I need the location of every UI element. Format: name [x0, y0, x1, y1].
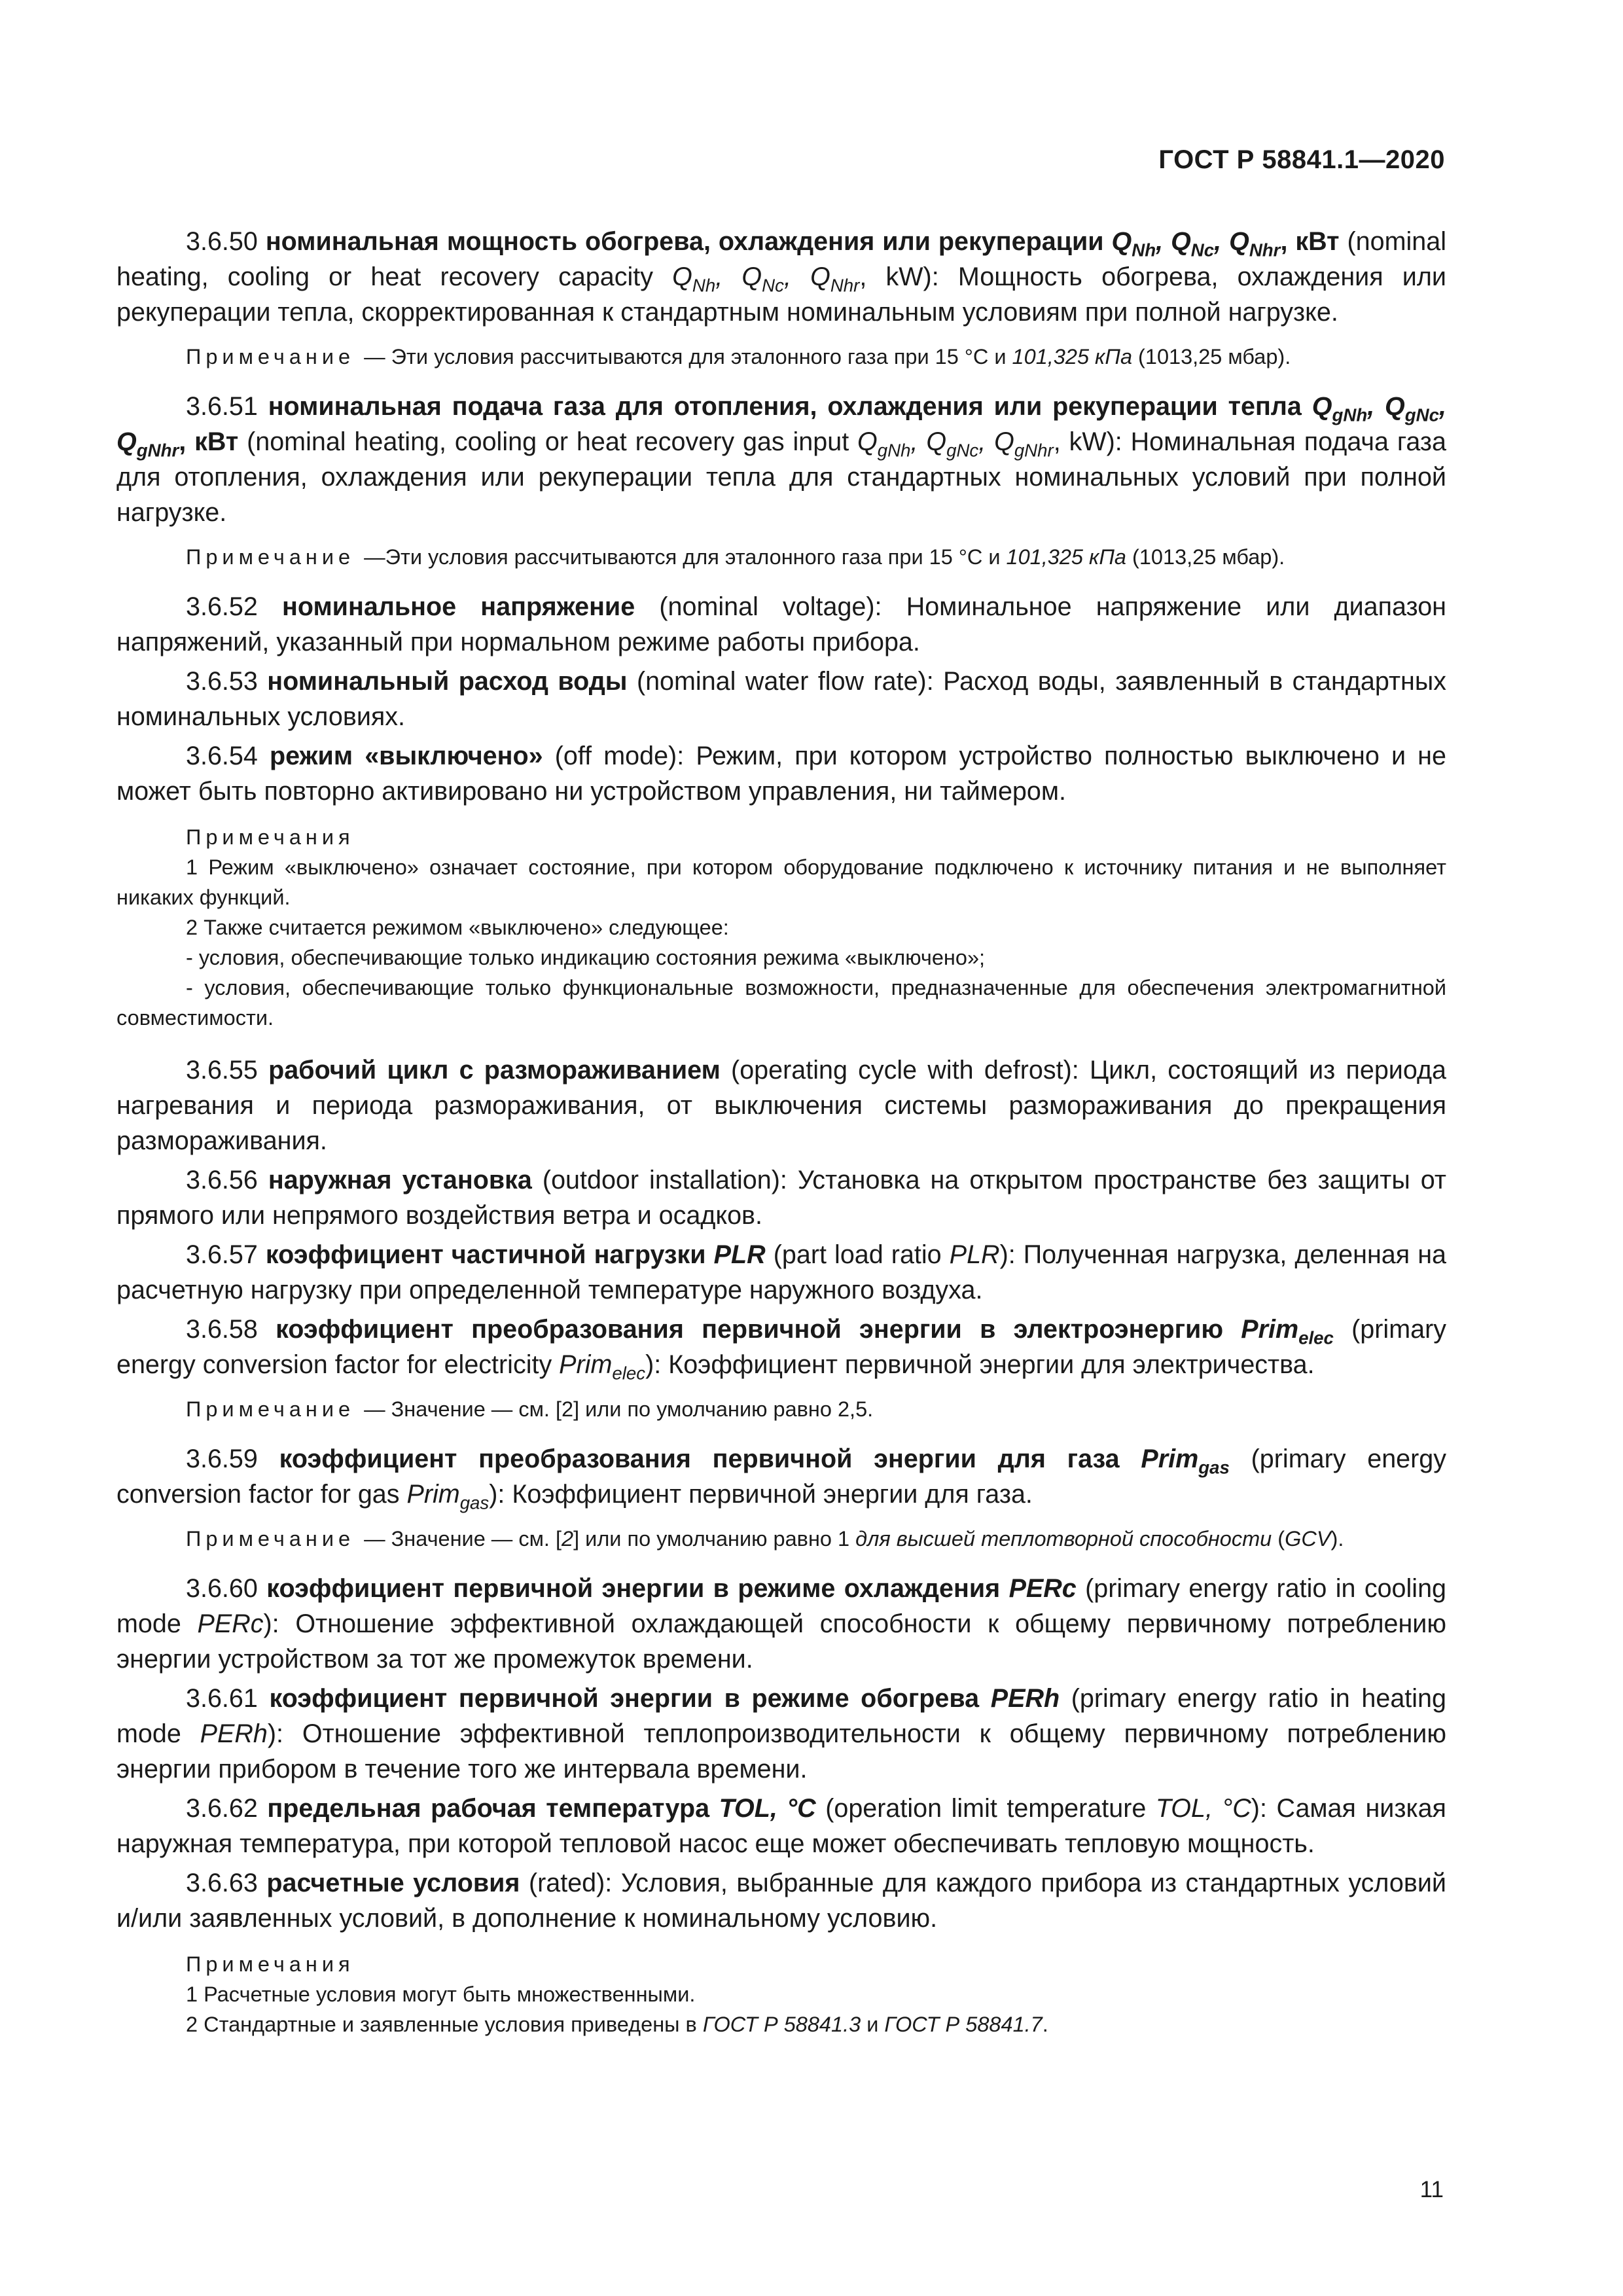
definition-text: Отношение эффективной теплопроизводительности к общему первичному потреблению энергии прибором в течение того же интервала времени.: [116, 1719, 1446, 1784]
definition-text: Установка на открытом пространстве без защиты от прямого или непрямого воздействия ветра и осадков.: [116, 1166, 1446, 1230]
unit: , кВт: [179, 427, 239, 456]
definition-3-6-50: [116, 224, 1446, 330]
term: коэффициент преобразования первичной энергии в электроэнергию: [276, 1315, 1224, 1344]
symbol: TOL, °С: [719, 1794, 816, 1823]
english-term: (nominal water flow rate):: [636, 667, 934, 696]
definition-3-6-51: [116, 389, 1446, 530]
definition-3-6-52: [116, 589, 1446, 660]
clause-number: 3.6.54: [186, 742, 258, 770]
term: режим «выключено»: [269, 742, 543, 770]
notes-title: Примечания: [186, 825, 355, 849]
note-label: Примечание: [186, 1397, 355, 1421]
english-term: (primary energy conversion factor for electricity Prim$_{elec}$):: [116, 1315, 1446, 1384]
symbol: Prim$_{elec}$: [1241, 1315, 1334, 1348]
note-text: — Значение — см. [2] или по умолчанию равно 1 для высшей теплотворной способности (GCV).: [364, 1527, 1344, 1551]
english-term: (primary energy ratio in cooling mode PERc):: [116, 1574, 1447, 1638]
definition-3-6-55: [116, 1052, 1446, 1158]
term: номинальная мощность обогрева, охлаждения или рекуперации: [265, 227, 1104, 256]
definition-3-6-59: [116, 1441, 1446, 1512]
symbol: Prim$_{gas}$: [1141, 1444, 1230, 1478]
english-term: (nominal heating, cooling or heat recovery capacity $Q_{Nh}$, $Q_{Nc}$, $Q_{Nhr}$, kW):: [116, 227, 1446, 296]
definition-text: Полученная нагрузка, деленная на расчетную нагрузку при определенной температуре наружного воздуха.: [116, 1240, 1446, 1304]
definition-3-6-63: [116, 1865, 1446, 1936]
definition-text: Номинальное напряжение или диапазон напряжений, указанный при нормальном режиме работы прибора.: [116, 592, 1446, 656]
clause-number: 3.6.51: [186, 392, 258, 421]
note-item: 1 Расчетные условия могут быть множественными.: [186, 1982, 696, 2006]
definition-text: Условия, выбранные для каждого прибора из стандартных условий и/или заявленных условий, в дополнение к номинальному условию.: [116, 1869, 1446, 1933]
symbol: $Q_{gNh}$, $Q_{gNc}$, $Q_{gNhr}$: [116, 392, 1446, 461]
symbol: $Q_{Nh}$, $Q_{Nc}$, $Q_{Nhr}$: [1111, 227, 1281, 260]
term: коэффициент первичной энергии в режиме обогрева: [269, 1684, 980, 1713]
term: коэффициент частичной нагрузки: [265, 1240, 706, 1269]
term: расчетные условия: [266, 1869, 520, 1897]
note-item: 1 Режим «выключено» означает состояние, при котором оборудование подключено к источнику питания и не выполняет никаких функций.: [116, 855, 1446, 909]
page-number: 11: [1419, 2177, 1444, 2202]
english-term: (nominal heating, cooling or heat recovery gas input $Q_{gNh}$, $Q_{gNc}$, $Q_{gNhr}$, kW):: [247, 427, 1122, 461]
symbol: PERh: [990, 1684, 1060, 1713]
definition-3-6-58: [116, 1312, 1446, 1382]
clause-number: 3.6.62: [186, 1794, 258, 1823]
term: предельная рабочая температура: [267, 1794, 710, 1823]
note: [116, 542, 1446, 572]
definition-text: Мощность обогрева, охлаждения или рекуперации тепла, скорректированная к стандартным номинальным условиям при полной нагрузке.: [116, 262, 1446, 327]
english-term: (rated):: [528, 1869, 613, 1897]
standard-header: ГОСТ Р 58841.1—2020: [1158, 145, 1445, 174]
english-term: (operation limit temperature TOL, °С):: [825, 1794, 1267, 1823]
note-text: — Эти условия рассчитываются для эталонного газа при 15 °С и 101,325 кПа (1013,25 мбар).: [364, 345, 1291, 368]
notes-block: [116, 822, 1446, 1033]
clause-number: 3.6.53: [186, 667, 258, 696]
note-item: 2 Также считается режимом «выключено» следующее:: [186, 916, 729, 939]
definition-text: Самая низкая наружная температура, при которой тепловой насос еще может обеспечивать тепловую мощность.: [116, 1794, 1446, 1858]
term: наружная установка: [268, 1166, 532, 1194]
english-term: (off mode):: [554, 742, 685, 770]
clause-number: 3.6.59: [186, 1444, 258, 1473]
symbol: PERc: [1008, 1574, 1077, 1603]
term: номинальное напряжение: [282, 592, 635, 621]
definition-3-6-60: [116, 1571, 1446, 1677]
definition-3-6-54: [116, 738, 1446, 809]
english-term: (nominal voltage):: [659, 592, 882, 621]
notes-block: [116, 1949, 1446, 2039]
notes-title: Примечания: [186, 1952, 355, 1976]
english-term: (primary energy ratio in heating mode PERh):: [116, 1684, 1446, 1748]
clause-number: 3.6.63: [186, 1869, 258, 1897]
definition-3-6-61: [116, 1681, 1446, 1787]
clause-number: 3.6.58: [186, 1315, 258, 1344]
note-list-item: - условия, обеспечивающие только индикацию состояния режима «выключено»;: [186, 946, 986, 969]
term: коэффициент преобразования первичной энергии для газа: [279, 1444, 1120, 1473]
english-term: (part load ratio PLR):: [773, 1240, 1016, 1269]
term: номинальная подача газа для отопления, охлаждения или рекуперации тепла: [268, 392, 1302, 421]
symbol: PLR: [713, 1240, 766, 1269]
note: [116, 342, 1446, 372]
note-label: Примечание: [186, 545, 355, 569]
page-content: [116, 224, 1446, 2059]
definition-text: Отношение эффективной охлаждающей способности к общему первичному потреблению энергии устройством за тот же промежуток времени.: [116, 1609, 1446, 1674]
note-label: Примечание: [186, 345, 355, 368]
note-item: 2 Стандартные и заявленные условия приведены в ГОСТ Р 58841.3 и ГОСТ Р 58841.7.: [186, 2013, 1048, 2036]
definition-text: Режим, при котором устройство полностью выключено и не может быть повторно активировано ни устройством управления, ни таймером.: [116, 742, 1446, 806]
definition-3-6-57: [116, 1237, 1446, 1308]
note-label: Примечание: [186, 1527, 355, 1551]
clause-number: 3.6.56: [186, 1166, 258, 1194]
english-term: (operating cycle with defrost):: [731, 1056, 1079, 1085]
english-term: (primary energy conversion factor for gas Prim$_{gas}$):: [116, 1444, 1446, 1513]
unit: , кВт: [1280, 227, 1340, 256]
term: рабочий цикл с размораживанием: [268, 1056, 721, 1085]
definition-text: Коэффициент первичной энергии для газа.: [512, 1480, 1033, 1509]
definition-3-6-53: [116, 664, 1446, 734]
clause-number: 3.6.61: [186, 1684, 258, 1713]
definition-text: Расход воды, заявленный в стандартных номинальных условиях.: [116, 667, 1446, 731]
clause-number: 3.6.60: [186, 1574, 258, 1603]
term: номинальный расход воды: [267, 667, 628, 696]
note-text: — Значение — см. [2] или по умолчанию равно 2,5.: [364, 1397, 874, 1421]
note-list-item: - условия, обеспечивающие только функциональные возможности, предназначенные для обеспечения электромагнитной совместимости.: [116, 976, 1446, 1030]
note: [116, 1394, 1446, 1424]
clause-number: 3.6.52: [186, 592, 258, 621]
clause-number: 3.6.50: [186, 227, 258, 256]
definition-text: Цикл, состоящий из периода нагревания и периода размораживания, от выключения системы размораживания до прекращения размораживания.: [116, 1056, 1446, 1155]
note-text: —Эти условия рассчитываются для эталонного газа при 15 °С и 101,325 кПа (1013,25 мбар).: [364, 545, 1285, 569]
term: коэффициент первичной энергии в режиме охлаждения: [266, 1574, 1001, 1603]
clause-number: 3.6.57: [186, 1240, 258, 1269]
english-term: (outdoor installation):: [542, 1166, 787, 1194]
definition-3-6-56: [116, 1162, 1446, 1233]
definition-text: Коэффициент первичной энергии для электричества.: [668, 1350, 1315, 1379]
definition-text: Номинальная подача газа для отопления, охлаждения или рекуперации тепла для стандартных номинальных условий при полной нагрузке.: [116, 427, 1446, 527]
clause-number: 3.6.55: [186, 1056, 258, 1085]
note: [116, 1524, 1446, 1554]
definition-3-6-62: [116, 1791, 1446, 1861]
